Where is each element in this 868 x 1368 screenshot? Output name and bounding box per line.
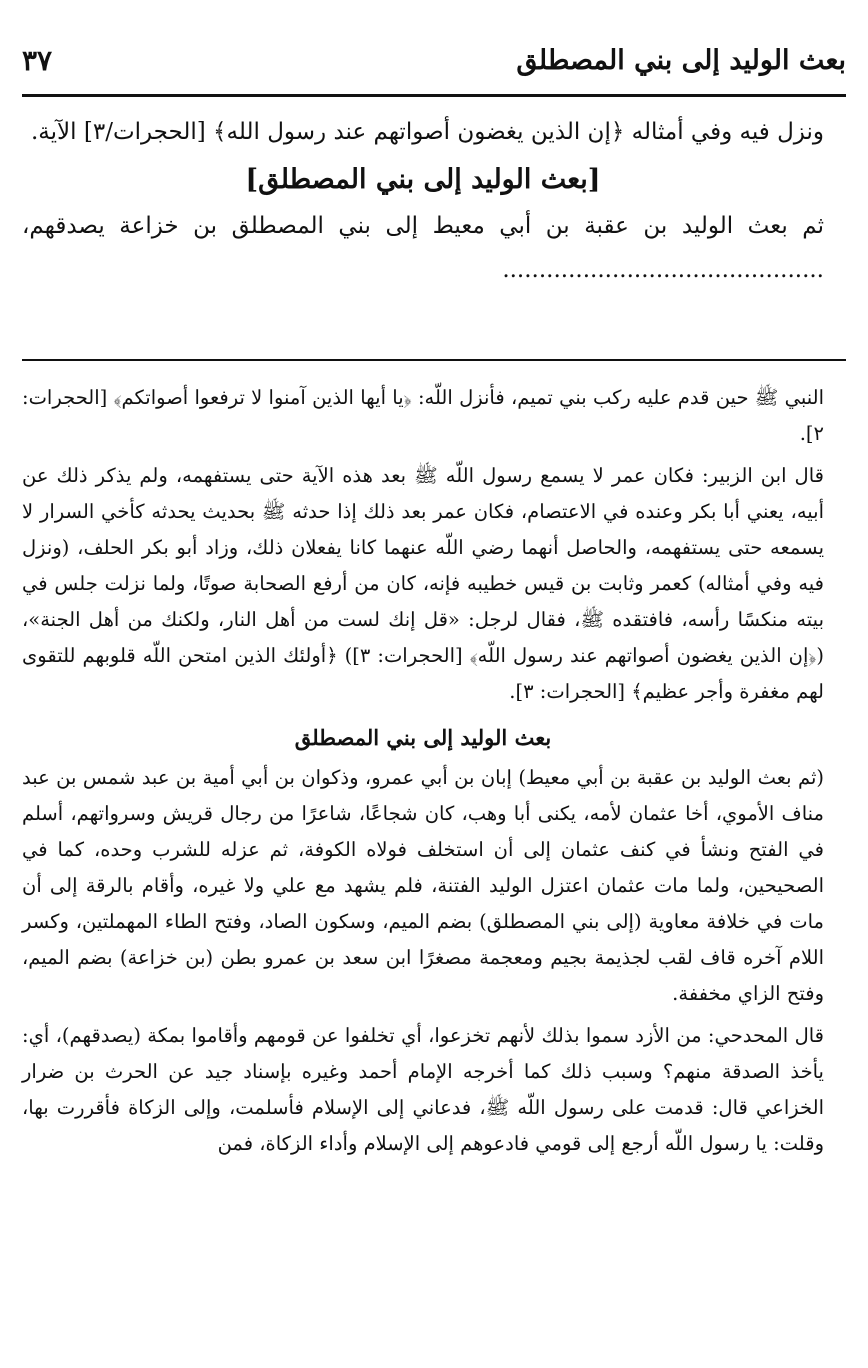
commentary-paragraph: قال المحدحي: من الأزد سموا بذلك لأنهم تخزعوا، أي تخلفوا عن قومهم وأقاموا بمكة (يصدقهم)، أي: يأخذ الصدقة منهم؟ وسبب ذلك كما أخرجه الإمام أحمد وغيره بإسناد جيد عن الحرث بن ضرار الخزاعي قال: قدمت على رسول اللّه ﷺ، فدعاني إلى الإسلام فأسلمت، وإلى الزكاة فأقررت بها، وقلت: يا رسول اللّه أرجع إلى قومي فادعوهم إلى الإسلام وأداء الزكاة، فمن [22,1024,824,1155]
page-number: ٣٧ [22,43,53,77]
main-paragraph: ونزل فيه وفي أمثاله ﴿إن الذين يغضون أصواتهم عند رسول الله﴾ [الحجرات/٣] الآية. [31,119,824,145]
commentary-paragraph: النبي ﷺ حين قدم عليه ركب بني تميم، فأنزل اللّه: ﴿يا أيها الذين آمنوا لا ترفعوا أصواتكم﴾ [الحجرات: ٢]. [22,386,824,445]
commentary-text [22,380,824,1168]
commentary-paragraph: قال ابن الزبير: فكان عمر لا يسمع رسول اللّه ﷺ بعد هذه الآية حتى يستفهمه، ولم يذكر ذلك عن أبيه، يعني أبا بكر وعنده في الاعتصام، فكان عمر بعد ذلك إذا حدثه ﷺ بحديث يحدثه كأخي السرار لا يسمعه حتى يستفهمه، والحاصل أنهما رضي اللّه عنهما كانا يفعلان ذلك، وزاد أبو بكر الحلف، (ونزل فيه وفي أمثاله) كعمر وثابت بن قيس خطيبه فإنه، كان من أرفع الصحابة صوتًا، ولما نزلت جلس في بيته منكسًا رأسه، فافتقده ﷺ، فقال لرجل: «قل إنك لست من أهل النار، ولكنك من أهل الجنة»، (﴿إن الذين يغضون أصواتهم عند رسول اللّه﴾ [الحجرات: ٣]) ﴿أولئك الذين امتحن اللّه قلوبهم للتقوى لهم مغفرة وأجر عظيم﴾ [الحجرات: ٣]. [22,464,824,703]
page-header [22,38,846,82]
header-rule [22,94,846,97]
main-paragraph: ثم بعث الوليد بن عقبة بن أبي معيط إلى بني المصطلق بن خزاعة يصدقهم، ............................................ [22,213,824,283]
separator-rule [22,359,846,361]
commentary-paragraph: (ثم بعث الوليد بن عقبة بن أبي معيط) إبان بن أبي عمرو، وذكوان بن أبي أمية بن عبد شمس بن عبد مناف الأموي، أخا عثمان لأمه، يكنى أبا وهب، كان شجاعًا، شاعرًا من رجال قريش وسرواتهم، أسلم في الفتح ونشأ في كنف عثمان إلى أن استخلف فولاه الكوفة، ثم عزله للشرب وحده، كما في الصحيحين، ولما مات عثمان اعتزل الوليد الفتنة، فلم يشهد مع علي ولا غيره، وأقام بالرقة إلى أن مات في خلافة معاوية (إلى بني المصطلق) بضم الميم، وسكون الصاد، وفتح الطاء المهملتين، وكسر اللام آخره قاف لقب لجذيمة بجيم ومعجمة مصغرًا ابن سعد بن عمرو بطن (بن خزاعة) بضم الميم، وفتح الزاي مخففة. [22,766,824,1005]
running-title: بعث الوليد إلى بني المصطلق [516,44,846,76]
main-text [22,110,824,292]
commentary-section-title: بعث الوليد إلى بني المصطلق [294,725,552,750]
section-title: [بعث الوليد إلى بني المصطلق] [245,164,601,195]
